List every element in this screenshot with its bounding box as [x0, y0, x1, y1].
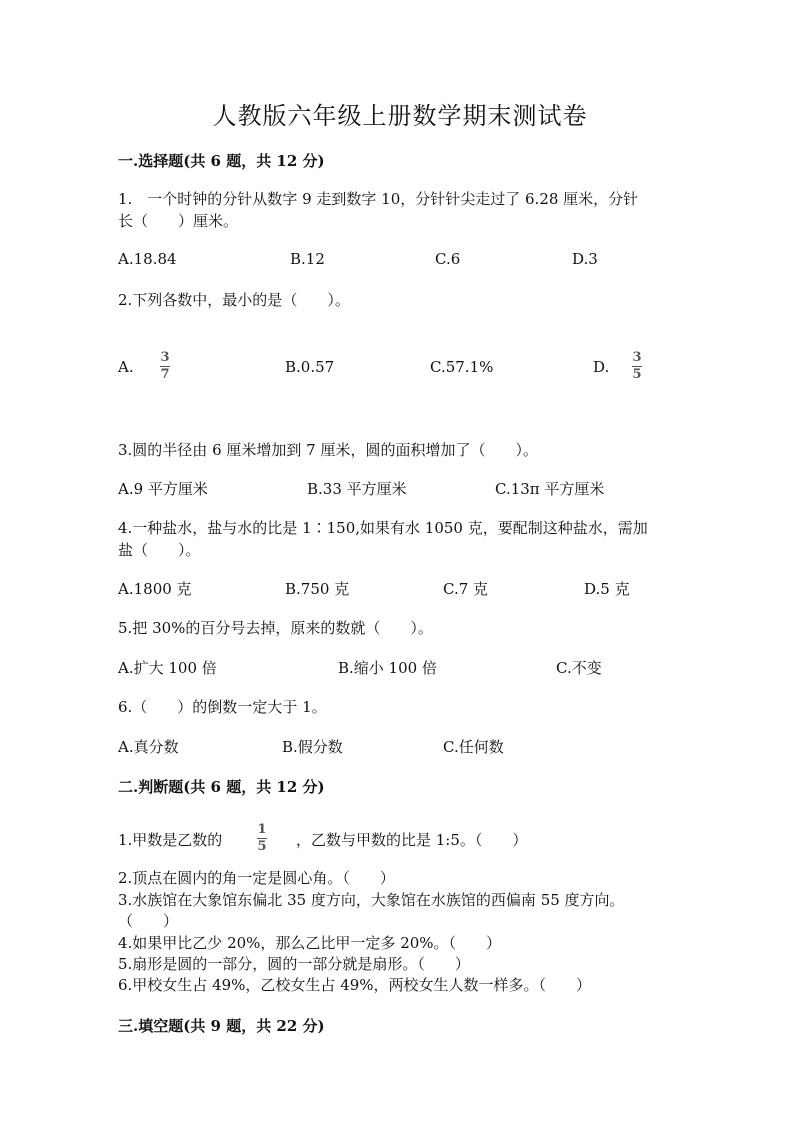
section-heading-choice: 一.选择题(共 6 题，共 12 分)	[118, 152, 325, 170]
q6-stem: 6.（ ）的倒数一定大于 1。	[118, 698, 327, 716]
q3-option-a: A.9 平方厘米	[118, 480, 208, 498]
q5-option-a: A.扩大 100 倍	[118, 659, 217, 677]
q4-option-a: A.1800 克	[118, 580, 192, 598]
fraction-numerator: 1	[257, 822, 267, 837]
q5-option-b: B.缩小 100 倍	[338, 659, 437, 677]
q2-option-a-fraction	[160, 351, 170, 382]
q1-option-c: C.6	[435, 250, 461, 268]
q5-stem: 5.把 30%的百分号去掉，原来的数就（ ）。	[118, 619, 433, 637]
j3-stem-line2: （ ）	[118, 912, 179, 930]
q3-option-c: C.13π 平方厘米	[495, 480, 605, 498]
j2-stem: 2.顶点在圆内的角一定是圆心角。（ ）	[118, 869, 395, 887]
q1-stem-line2: 长（ ）厘米。	[118, 212, 239, 230]
q6-option-b: B.假分数	[282, 738, 343, 756]
j1-stem-suffix: ，乙数与甲数的比是 1:5。（ ）	[296, 831, 528, 849]
q2-option-d-label: D.	[593, 358, 610, 376]
j1-stem-prefix: 1.甲数是乙数的	[118, 831, 223, 849]
q3-stem: 3.圆的半径由 6 厘米增加到 7 厘米，圆的面积增加了（ ）。	[118, 441, 538, 459]
j4-stem: 4.如果甲比乙少 20%，那么乙比甲一定多 20%。（ ）	[118, 934, 502, 952]
exam-title: 人教版六年级上册数学期末测试卷	[212, 102, 588, 130]
q2-stem: 2.下列各数中，最小的是（ ）。	[118, 291, 350, 309]
q1-option-a: A.18.84	[118, 250, 177, 268]
j6-stem: 6.甲校女生占 49%，乙校女生占 49%，两校女生人数一样多。（ ）	[118, 976, 592, 994]
q2-option-c: C.57.1%	[430, 358, 494, 376]
q4-option-c: C.7 克	[443, 580, 489, 598]
q1-stem-line1: 1. 一个时钟的分针从数字 9 走到数字 10，分针针尖走过了 6.28 厘米，分针	[118, 190, 639, 208]
q4-stem-line1: 4.一种盐水，盐与水的比是 1∶150,如果有水 1050 克，要配制这种盐水，需加	[118, 519, 648, 537]
q4-stem-line2: 盐（ ）。	[118, 541, 201, 559]
section-heading-judgement: 二.判断题(共 6 题，共 12 分)	[118, 778, 325, 796]
fraction-denominator: 5	[632, 367, 642, 382]
fraction-numerator: 3	[632, 350, 642, 365]
fraction-numerator: 3	[160, 350, 170, 365]
q1-option-b: B.12	[290, 250, 325, 268]
q2-option-d-fraction	[632, 351, 642, 382]
j1-fraction	[257, 823, 267, 854]
q2-option-a-label: A.	[118, 358, 134, 376]
q2-option-b: B.0.57	[285, 358, 335, 376]
fraction-denominator: 7	[160, 367, 170, 382]
q6-option-c: C.任何数	[443, 738, 504, 756]
section-heading-fill: 三.填空题(共 9 题，共 22 分)	[118, 1017, 325, 1035]
q4-option-b: B.750 克	[285, 580, 350, 598]
q4-option-d: D.5 克	[584, 580, 630, 598]
q3-option-b: B.33 平方厘米	[307, 480, 407, 498]
q6-option-a: A.真分数	[118, 738, 179, 756]
fraction-denominator: 5	[257, 839, 267, 854]
j3-stem-line1: 3.水族馆在大象馆东偏北 35 度方向，大象馆在水族馆的西偏南 55 度方向。	[118, 891, 625, 909]
q1-option-d: D.3	[572, 250, 598, 268]
j5-stem: 5.扇形是圆的一部分，圆的一部分就是扇形。（ ）	[118, 955, 470, 973]
q5-option-c: C.不变	[556, 659, 602, 677]
